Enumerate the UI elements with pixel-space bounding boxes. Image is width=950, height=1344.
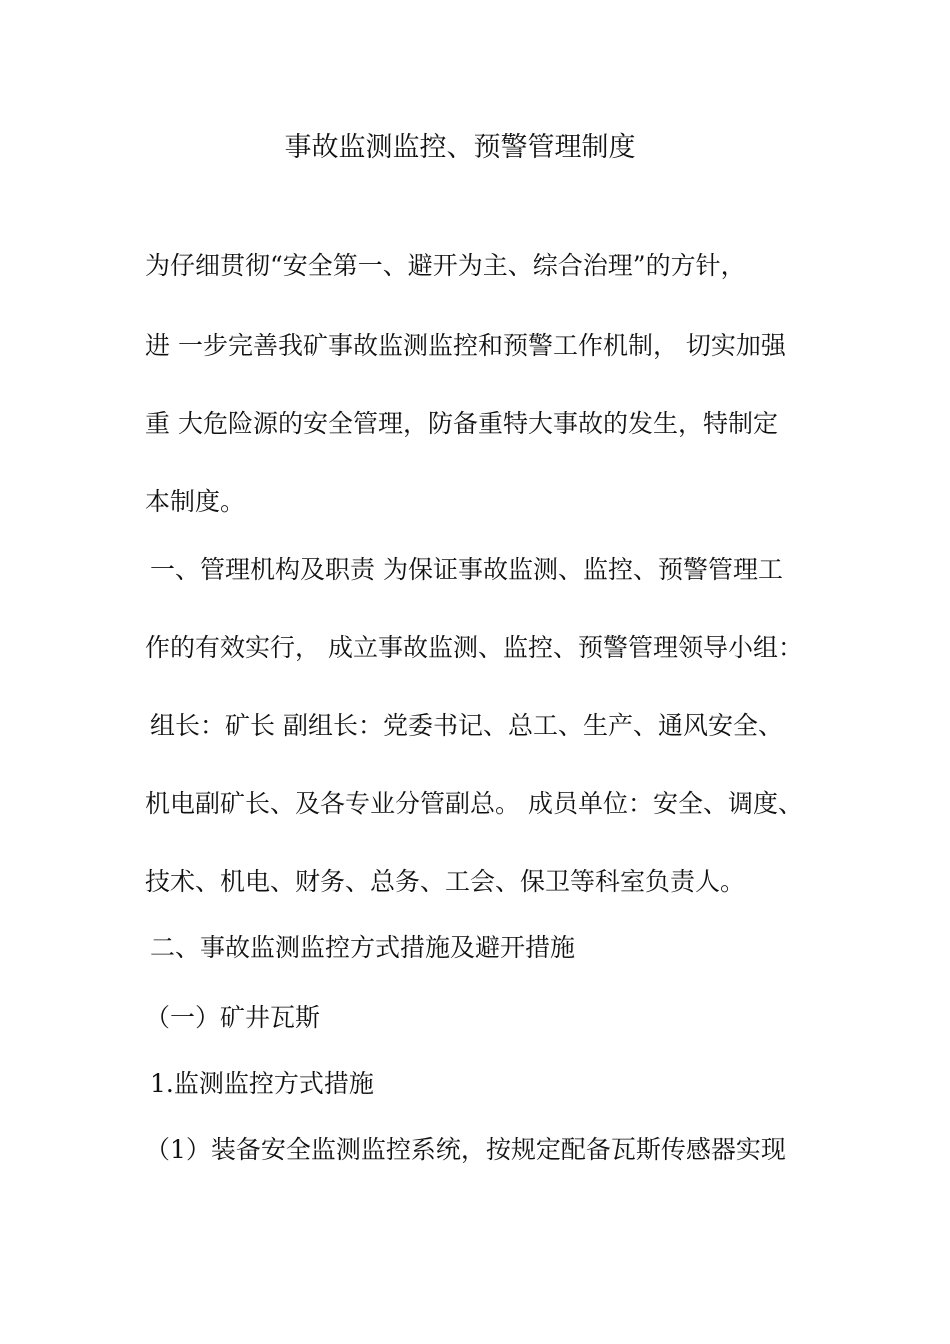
paragraph-line: 组长：矿长 副组长：党委书记、总工、生产、通风安全、 (150, 711, 783, 740)
paragraph-line: 进 一步完善我矿事故监测监控和预警工作机制， 切实加强 (145, 331, 786, 360)
paragraph-line: 重 大危险源的安全管理，防备重特大事故的发生，特制定 (145, 409, 778, 438)
paragraph-line: 作的有效实行， 成立事故监测、监控、预警管理领导小组： (145, 633, 803, 662)
section-heading-line: 一、管理机构及职责 为保证事故监测、监控、预警管理工 (150, 555, 783, 584)
section-heading-line: 二、事故监测监控方式措施及避开措施 (150, 933, 576, 962)
subsection-heading-line: （一）矿井瓦斯 (145, 1003, 321, 1032)
paragraph-line: 本制度。 (145, 487, 246, 516)
document-title: 事故监测监控、预警管理制度 (284, 132, 636, 163)
paragraph-line: 机电副矿长、及各专业分管副总。 成员单位：安全、调度、 (145, 789, 803, 818)
paragraph-line: 为仔细贯彻“安全第一、避开为主、综合治理”的方针， (145, 251, 746, 280)
paragraph-line: （1）装备安全监测监控系统，按规定配备瓦斯传感器实现 (145, 1135, 786, 1164)
item-heading-line: 1.监测监控方式措施 (150, 1069, 374, 1098)
paragraph-line: 技术、机电、财务、总务、工会、保卫等科室负责人。 (145, 867, 746, 896)
